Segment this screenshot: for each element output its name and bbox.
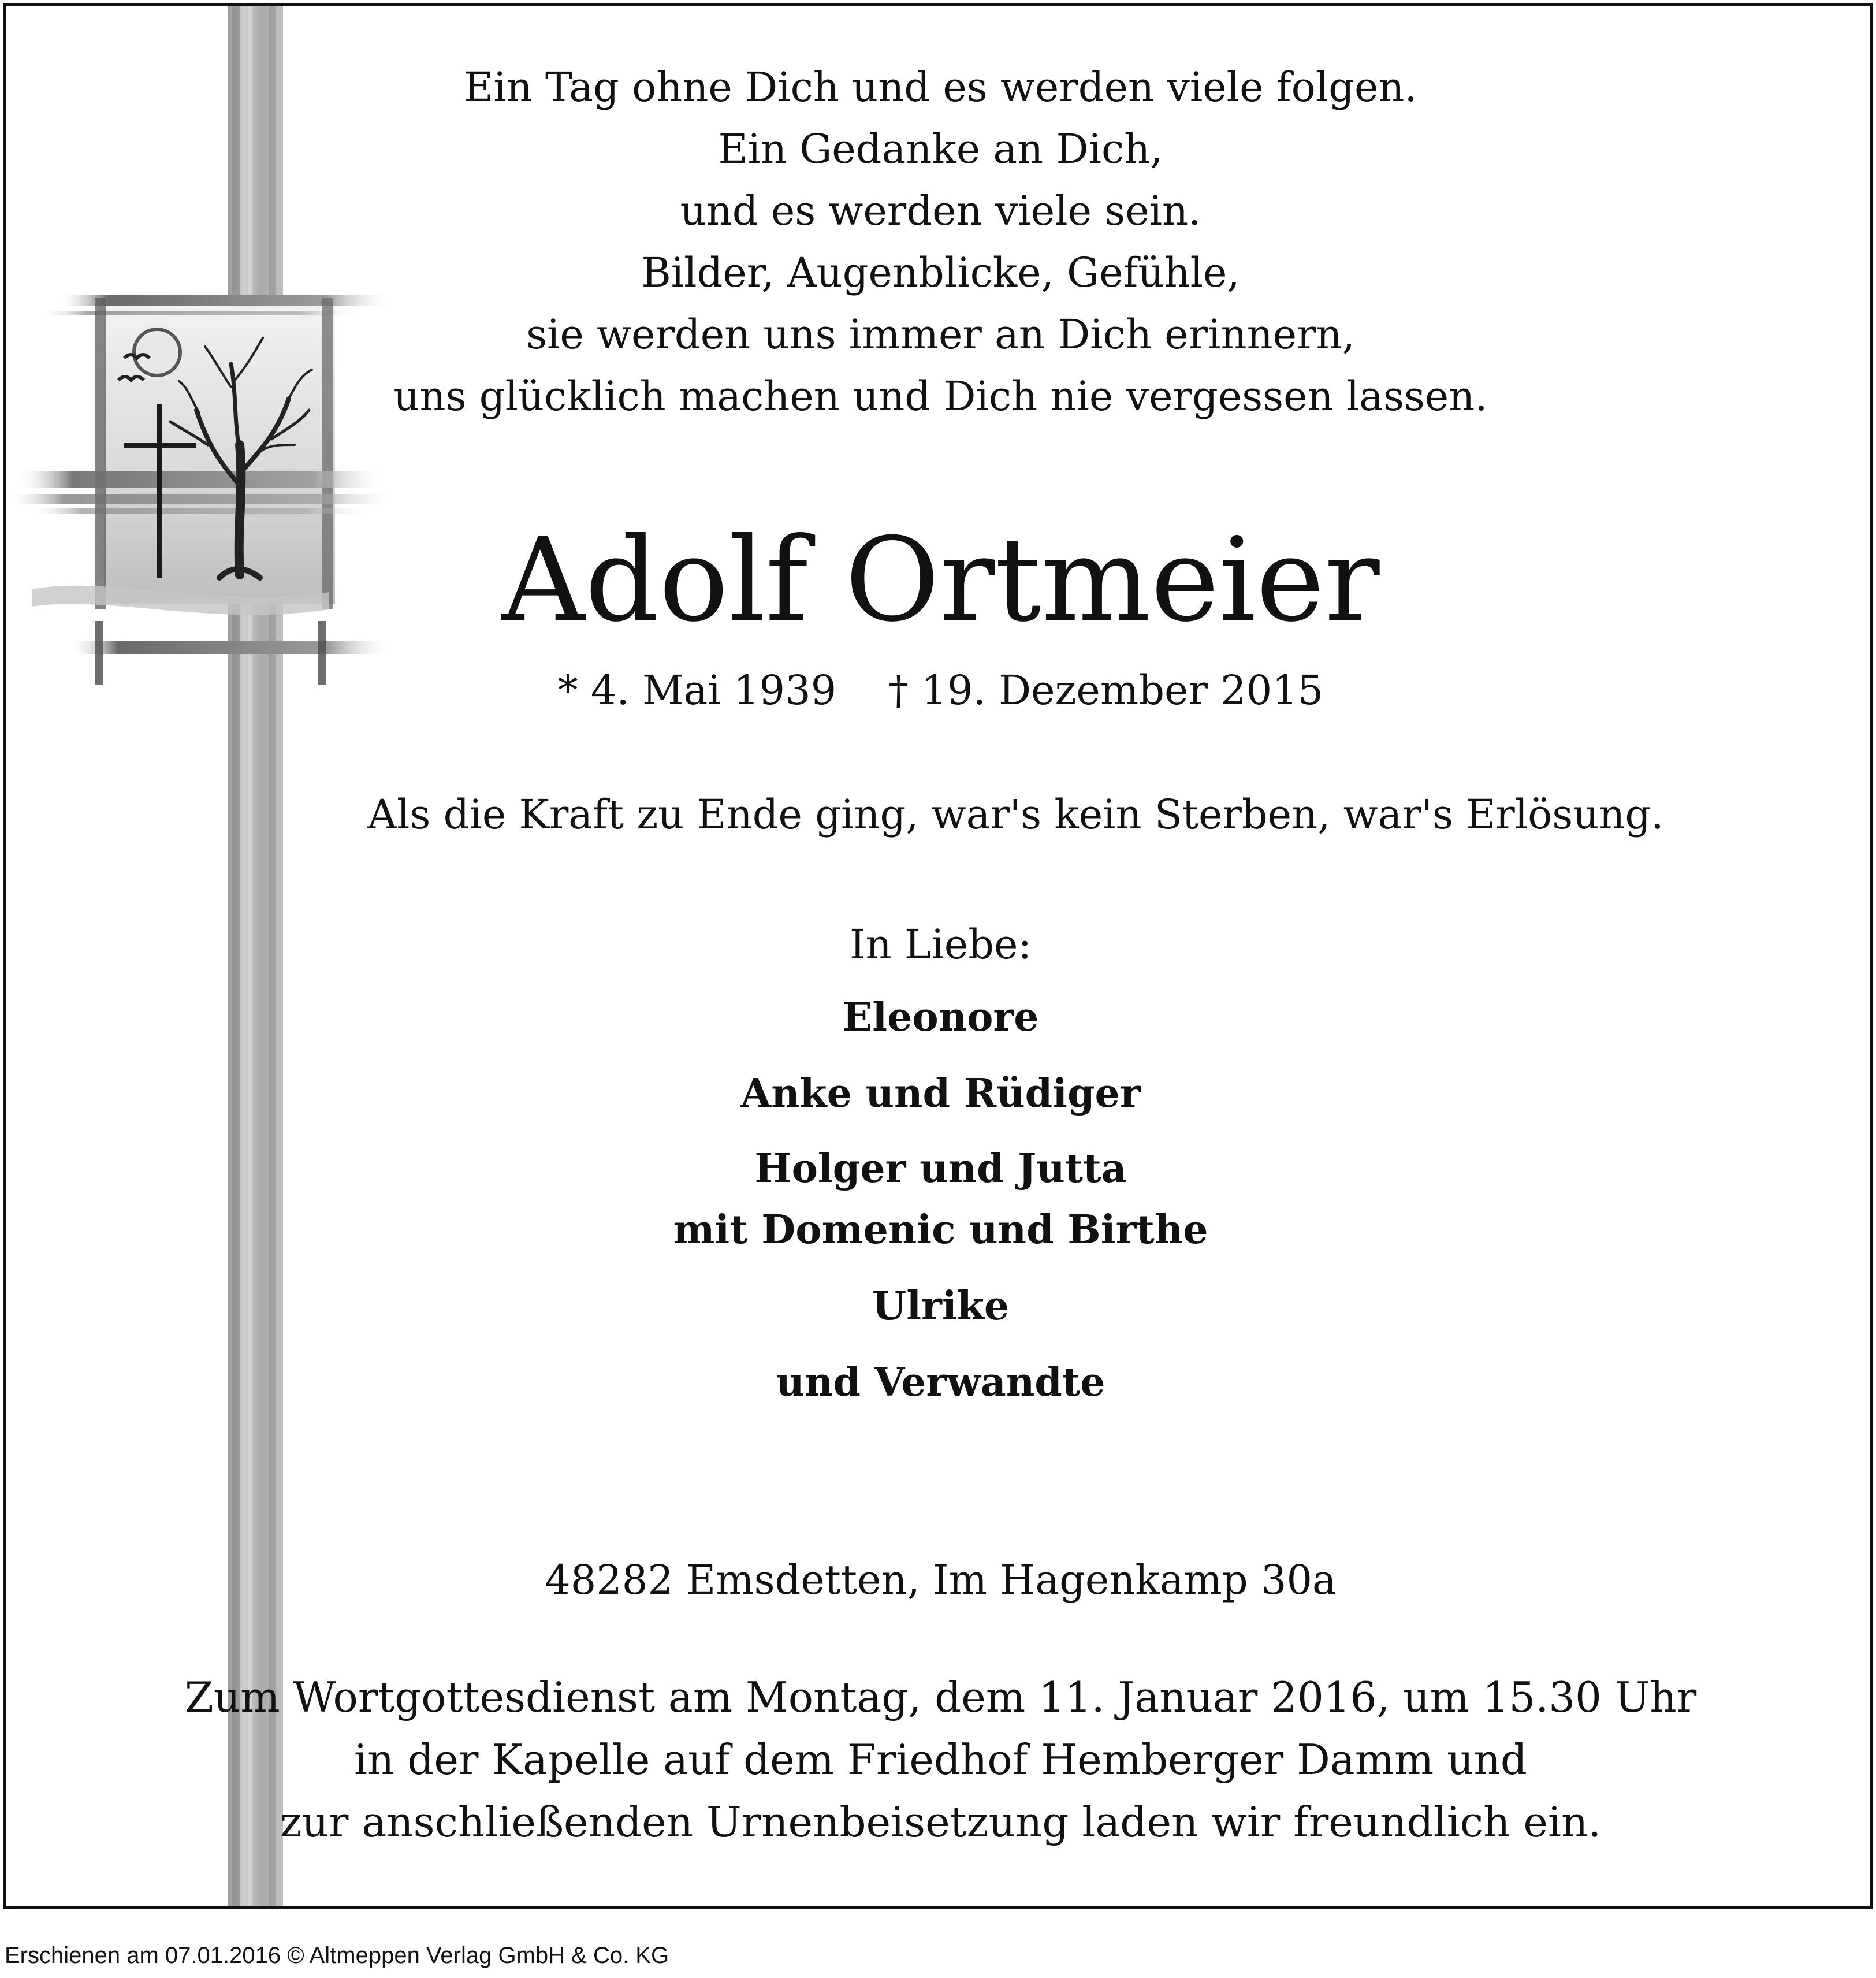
verse-line: uns glücklich machen und Dich nie vergessen lassen. [393, 373, 1488, 420]
mourner-name: und Verwandte [776, 1359, 1106, 1406]
verse-line: Ein Tag ohne Dich und es werden viele folgen. [464, 64, 1417, 111]
mourners-intro: In Liebe: [849, 921, 1032, 968]
verse-line: Ein Gedanke an Dich, [718, 125, 1163, 173]
mourner-name: Eleonore [842, 994, 1039, 1040]
verse-line: Bilder, Augenblicke, Gefühle, [641, 249, 1240, 296]
mourner-name: mit Domenic und Birthe [673, 1207, 1208, 1253]
verse-line: sie werden uns immer an Dich erinnern, [526, 311, 1355, 358]
publication-credit: Erschienen am 07.01.2016 © Altmeppen Verlag GmbH & Co. KG [5, 1943, 669, 1968]
deceased-name: Adolf Ortmeier [501, 513, 1380, 648]
farewell-quote: Als die Kraft zu Ende ging, war's kein Sterben, war's Erlösung. [367, 791, 1664, 838]
obituary-notice [3, 3, 1873, 1909]
service-line: in der Kapelle auf dem Friedhof Hemberger Damm und [353, 1735, 1527, 1784]
service-line: Zum Wortgottesdienst am Montag, dem 11. Januar 2016, um 15.30 Uhr [184, 1673, 1697, 1722]
service-announcement [6, 1666, 1873, 1853]
death-date: † 19. Dezember 2015 [888, 667, 1324, 714]
service-line: zur anschließenden Urnenbeisetzung laden wir freundlich ein. [280, 1798, 1602, 1846]
mourner-name: Ulrike [872, 1283, 1010, 1329]
verse-line: und es werden viele sein. [680, 187, 1201, 235]
mourner-name: Holger und Jutta [754, 1146, 1127, 1192]
family-address: 48282 Emsdetten, Im Hagenkamp 30a [545, 1556, 1337, 1604]
life-dates [6, 664, 1873, 716]
memorial-verse [6, 57, 1873, 427]
birth-date: * 4. Mai 1939 [557, 667, 837, 714]
mourner-name: Anke und Rüdiger [740, 1070, 1141, 1117]
